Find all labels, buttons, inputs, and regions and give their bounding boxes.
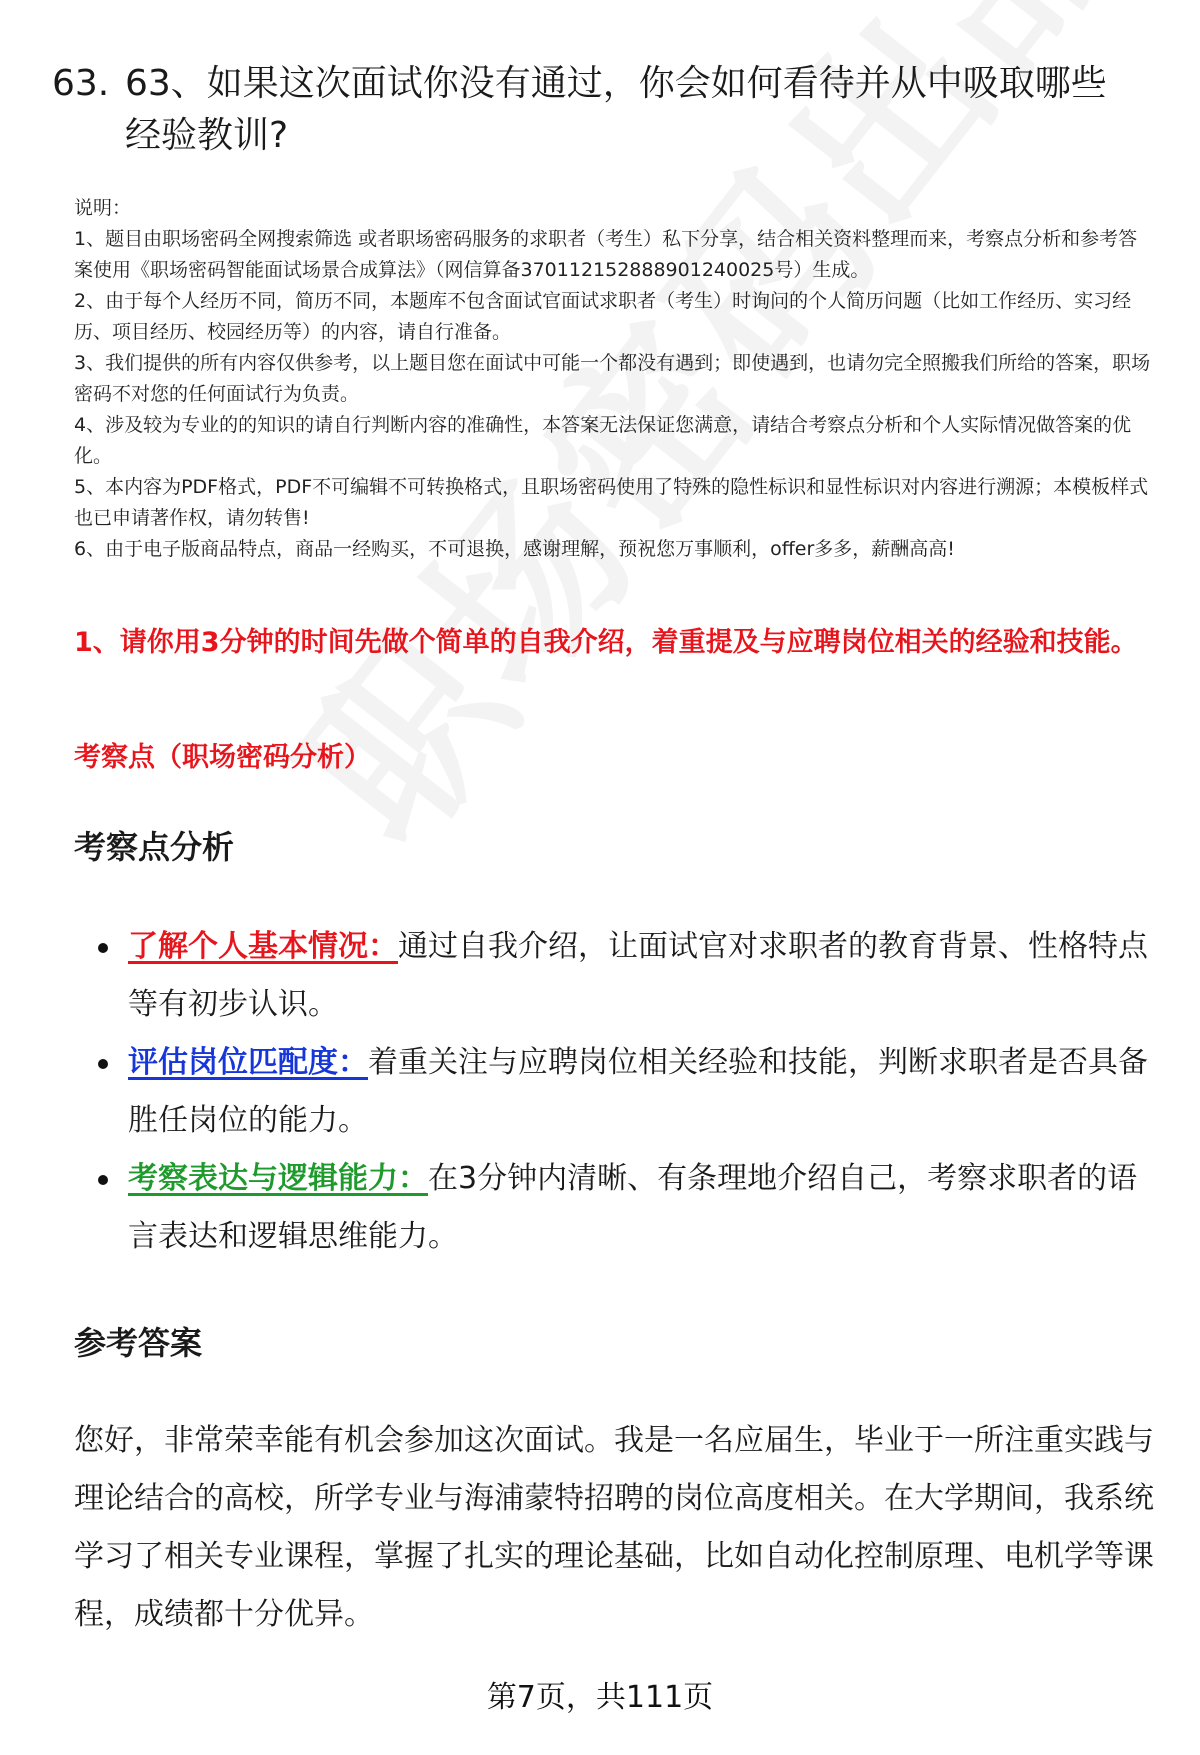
notes-block [74,193,1154,565]
analysis-item [74,1150,1154,1266]
bullet-icon [98,943,108,953]
analysis-item-text: 着重关注与应聘岗位相关经验和技能，判断求职者是否具备胜任岗位的能力。 [128,1045,1148,1138]
analysis-list [74,918,1154,1266]
question-text: 1、请你用3分钟的时间先做个简单的自我介绍，着重提及与应聘岗位相关的经验和技能。 [74,627,1138,658]
focus-label: 考察点（职场密码分析） [74,742,371,773]
note-line: 6、由于电子版商品特点，商品一经购买，不可退换，感谢理解，预祝您万事顺利，offer多多，薪酬高高! [74,538,955,560]
title-text: 63、如果这次面试你没有通过，你会如何看待并从中吸取哪些经验教训? [125,63,1107,156]
note-line: 说明： [74,197,132,219]
note-line: 3、我们提供的所有内容仅供参考，以上题目您在面试中可能一个都没有遇到；即使遇到，也请勿完全照搬我们所给的答案，职场密码不对您的任何面试行为负责。 [74,352,1151,405]
analysis-item-label: 评估岗位匹配度： [128,1045,368,1080]
note-line: 2、由于每个人经历不同，简历不同，本题库不包含面试官面试求职者（考生）时询问的个人简历问题（比如工作经历、实习经历、项目经历、校园经历等）的内容，请自行准备。 [74,290,1132,343]
note-line: 4、涉及较为专业的的知识的请自行判断内容的准确性，本答案无法保证您满意，请结合考察点分析和个人实际情况做答案的优化。 [74,414,1132,467]
title-number: 63. [52,63,110,104]
analysis-heading: 考察点分析 [74,828,235,866]
answer-text: 您好，非常荣幸能有机会参加这次面试。我是一名应届生，毕业于一所注重实践与理论结合的高校，所学专业与海浦蒙特招聘的岗位高度相关。在大学期间，我系统学习了相关专业课程，掌握了扎实的理论基础，比如自动化控制原理、电机学等课程，成绩都十分优异。 [74,1423,1154,1632]
page-title [52,58,1152,162]
note-line: 5、本内容为PDF格式，PDF不可编辑不可转换格式，且职场密码使用了特殊的隐性标识和显性标识对内容进行溯源；本模板样式也已申请著作权，请勿转售! [74,476,1149,529]
page-footer: 第7页，共111页 [486,1680,714,1715]
analysis-item-text: 通过自我介绍，让面试官对求职者的教育背景、性格特点等有初步认识。 [128,929,1148,1022]
note-line: 1、题目由职场密码全网搜索筛选 或者职场密码服务的求职者（考生）私下分享，结合相关资料整理而来，考察点分析和参考答案使用《职场密码智能面试场景合成算法》（网信算备370112152888901240025号）生成。 [74,228,1138,281]
analysis-item-label: 考察表达与逻辑能力： [128,1161,428,1196]
bullet-icon [98,1059,108,1069]
answer-heading: 参考答案 [74,1324,203,1362]
analysis-item [74,918,1154,1034]
analysis-item [74,1034,1154,1150]
analysis-item-text: 在3分钟内清晰、有条理地介绍自己，考察求职者的语言表达和逻辑思维能力。 [128,1161,1138,1254]
analysis-item-label: 了解个人基本情况： [128,929,398,964]
bullet-icon [98,1175,108,1185]
